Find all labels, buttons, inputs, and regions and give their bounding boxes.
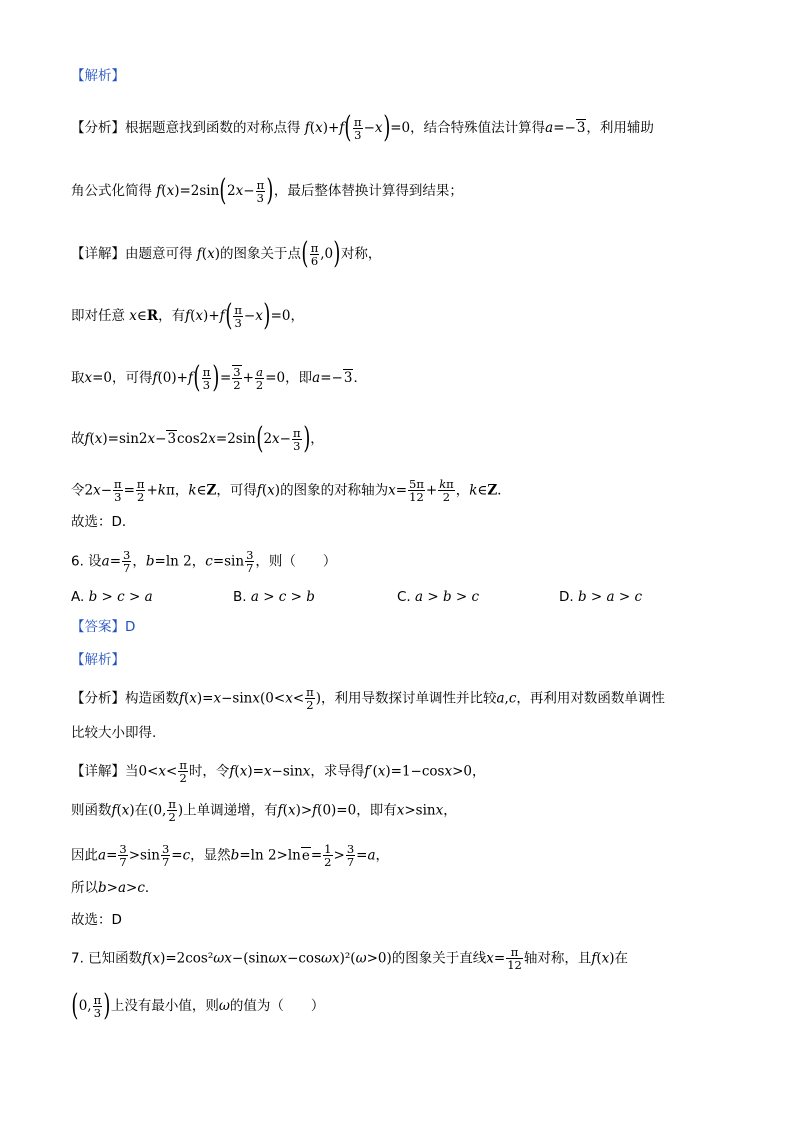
question-7-line-1: 7. 已知函数f(x)=2cos²ωx−(sinωx−cosωx)²(ω>0)的图象关于直线x= $\frac{\pi}{12}$ 轴对称，且f(x)在	[71, 945, 629, 972]
analysis-line-2: 角公式化简得 f(x)=2sin(2x− $\frac{\pi}{3}$ )，最后整体替换计算得到结果；	[71, 173, 463, 208]
analysis-line-1: 【分析】根据题意找到函数的对称点得 f(x)+f( $\frac{\pi}{3}$ −x)=0，结合特殊值法计算得a=−3，利用辅助	[71, 110, 654, 145]
tag-jiexi: 【解析】	[71, 68, 125, 84]
question-6: 6. 设a= $\frac{3}{7}$ ，b=ln 2，c=sin $\frac{3}{7}$ ，则（ ）	[71, 548, 337, 575]
answer-line-q5: 故选：D．	[71, 514, 136, 530]
analysis6-line-2: 比较大小即得.	[71, 725, 157, 741]
section-label-analysis	[71, 66, 125, 86]
detail6-line-4: 所以b>a>c．	[71, 880, 159, 896]
detail-line-2: 即对任意 x∈R，有f(x)+f( $\frac{\pi}{3}$ −x)=0，	[71, 298, 304, 333]
detail-line-1: 【详解】由题意可得 f(x)的图象关于点( $\frac{\pi}{6}$ ,0)对称，	[71, 236, 382, 271]
detail6-line-3: 因此a= $\frac{3}{7}$ >sin $\frac{3}{7}$ =c，显然b=ln 2>lne= $\frac{1}{2}$ > $\frac{3}{7}$ =a，	[71, 842, 390, 869]
question-7-line-2: (0, $\frac{\pi}{3}$ )上没有最小值，则ω的值为（ ）	[71, 988, 325, 1023]
answer-line-q6: 故选：D	[71, 912, 122, 928]
section-label-analysis-2: 【解析】	[71, 652, 125, 668]
detail-line-3: 取x=0，可得f(0)+f( $\frac{\pi}{3}$ )= $\frac{3}{2}$ + $\frac{a}{2}$ =0，即a=−3．	[71, 360, 367, 395]
detail-line-5: 令2x− $\frac{\pi}{3}$ = $\frac{\pi}{2}$ +kπ，k∈Z，可得f(x)的图象的对称轴为x= $\frac{5\pi}{12}$ + $\frac{k\pi}{2}$ ，k∈Z．	[71, 477, 511, 504]
option-c[interactable]: C. a > b > c	[397, 589, 480, 605]
analysis6-line-1: 【分析】构造函数f(x)=x−sinx(0<x< $\frac{\pi}{2}$ )，利用导数探讨单调性并比较a,c，再利用对数函数单调性	[71, 685, 665, 712]
option-d[interactable]: D. b > a > c	[559, 589, 643, 605]
detail6-line-2: 则函数f(x)在(0, $\frac{\pi}{2}$ )上单调递增，有f(x)>f(0)=0，即有x>sinx，	[71, 797, 457, 824]
option-a[interactable]: A. b > c > a	[71, 589, 153, 605]
option-b[interactable]: B. a > c > b	[233, 589, 315, 605]
detail-line-4: 故f(x)=sin2x−3cos2x=2sin(2x− $\frac{\pi}{3}$ )，	[71, 421, 324, 456]
answer-label: 【答案】D	[71, 619, 136, 635]
detail6-line-1: 【详解】当0<x< $\frac{\pi}{2}$ 时，令f(x)=x−sinx，求导得f′(x)=1−cosx>0，	[71, 758, 486, 785]
